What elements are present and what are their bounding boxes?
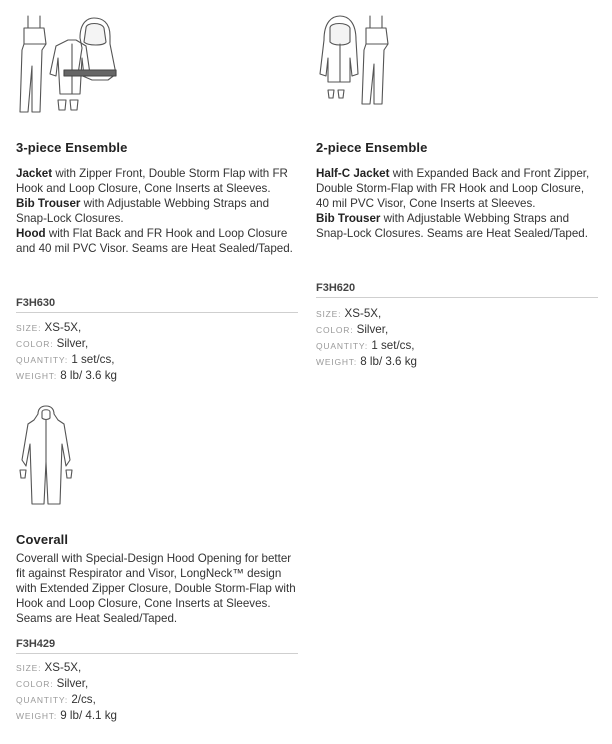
spec-size: SIZE: XS-5X, <box>16 321 82 334</box>
spec-weight: WEIGHT: 8 lb/ 3.6 kg <box>16 369 117 382</box>
spec-quantity: QUANTITY: 2/cs, <box>16 693 96 706</box>
product-description <box>16 551 298 626</box>
product-specs <box>16 320 117 384</box>
spec-size: SIZE: XS-5X, <box>316 307 382 320</box>
three-piece-ensemble-illustration <box>16 14 128 118</box>
product-specs <box>316 306 417 370</box>
spec-quantity: QUANTITY: 1 set/cs, <box>316 339 415 352</box>
coverall-illustration <box>16 404 76 512</box>
product-code: F3H630 <box>16 297 298 313</box>
spec-quantity: QUANTITY: 1 set/cs, <box>16 353 115 366</box>
spec-color: COLOR: Silver, <box>16 677 89 690</box>
desc-paragraph: Jacket with Zipper Front, Double Storm Flap with FR Hook and Loop Closure, Cone Inserts at Sleeves. <box>16 167 288 195</box>
product-description <box>16 166 298 256</box>
spec-color: COLOR: Silver, <box>16 337 89 350</box>
desc-paragraph: Bib Trouser with Adjustable Webbing Straps and Snap-Lock Closures. Seams are Heat Sealed/Taped. <box>316 212 588 240</box>
product-title: 3-piece Ensemble <box>16 140 128 155</box>
product-specs <box>16 660 117 724</box>
product-title: 2-piece Ensemble <box>316 140 428 155</box>
desc-paragraph: Hood with Flat Back and FR Hook and Loop Closure and 40 mil PVC Visor. Seams are Heat Sealed/Taped. <box>16 227 293 255</box>
two-piece-ensemble-illustration <box>316 14 396 110</box>
product-description <box>316 166 598 241</box>
desc-paragraph: Half-C Jacket with Expanded Back and Front Zipper, Double Storm-Flap with FR Hook and Loop Closure, 40 mil PVC Visor, Cone Inserts at Sleeves. <box>316 167 590 210</box>
desc-paragraph: Coverall with Special-Design Hood Opening for better fit against Respirator and Visor, LongNeck™ design with Extended Zipper Closure, Double Storm-Flap with Hook and Loop Closure, Cone Inserts at Sleeves. Seams are Heat Sealed/Taped. <box>16 552 296 625</box>
spec-size: SIZE: XS-5X, <box>16 661 82 674</box>
desc-paragraph: Bib Trouser with Adjustable Webbing Straps and Snap-Lock Closures. <box>16 197 270 225</box>
spec-color: COLOR: Silver, <box>316 323 389 336</box>
product-code: F3H620 <box>316 282 598 298</box>
spec-weight: WEIGHT: 9 lb/ 4.1 kg <box>16 709 117 722</box>
product-title: Coverall <box>16 532 69 547</box>
product-code: F3H429 <box>16 638 298 654</box>
spec-weight: WEIGHT: 8 lb/ 3.6 kg <box>316 355 417 368</box>
